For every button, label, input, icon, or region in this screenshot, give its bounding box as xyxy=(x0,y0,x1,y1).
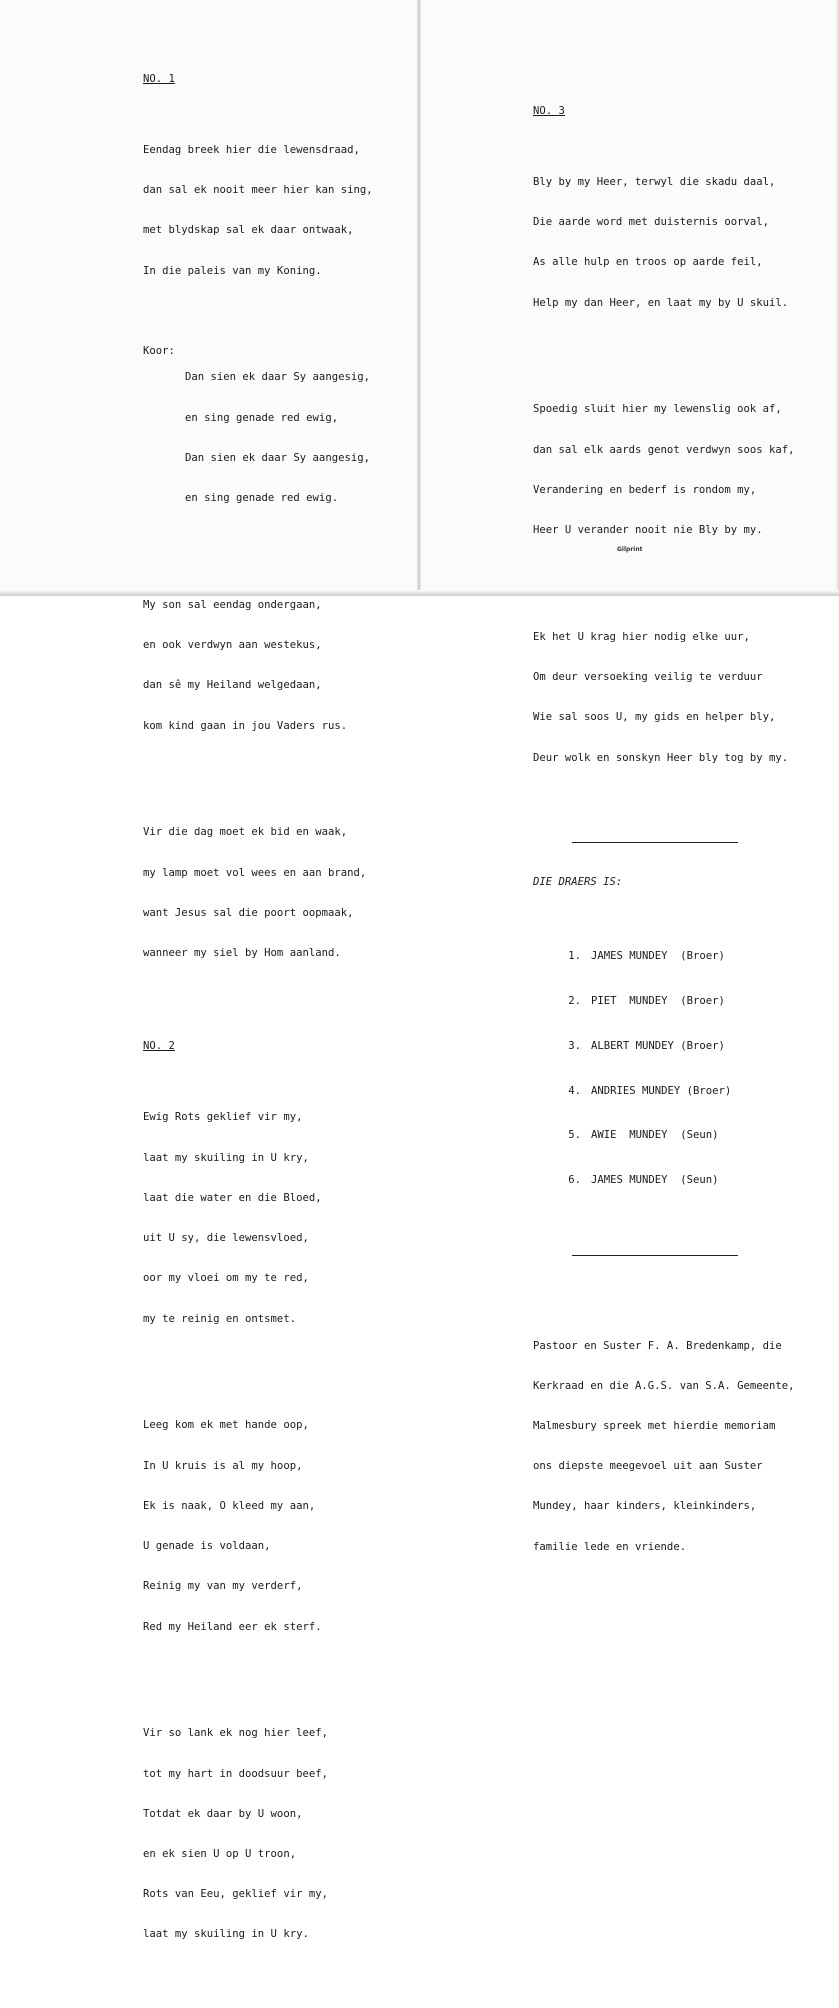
chorus-label: Koor: xyxy=(143,344,175,357)
bearer-name: JAMES MUNDEY (Broer) xyxy=(591,950,725,963)
memorial-line: familie lede en vriende. xyxy=(533,1540,687,1553)
lyric-line: Totdat ek daar by U woon, xyxy=(143,1807,303,1820)
memorial-line: Malmesbury spreek met hierdie memoriam xyxy=(533,1419,776,1432)
chorus-lines xyxy=(185,345,405,533)
lyric-line: en sing genade red ewig, xyxy=(185,411,339,424)
list-item xyxy=(533,993,825,1011)
lyric-line: Ek het U krag hier nodig elke uur, xyxy=(533,630,750,643)
song-2-stanza-1 xyxy=(143,1085,405,1353)
lyric-line: en sing genade red ewig. xyxy=(185,492,339,504)
lyric-line: laat die water en die Bloed, xyxy=(143,1191,322,1204)
lyric-line: Spoedig sluit hier my lewenslig ook af, xyxy=(533,403,782,416)
right-page-text xyxy=(533,78,825,1608)
memorial-line: Mundey, haar kinders, kleinkinders, xyxy=(533,1500,757,1513)
bearer-name: AWIE MUNDEY (Seun) xyxy=(591,1129,719,1142)
lyric-line: en ook verdwyn aan westekus, xyxy=(143,639,322,652)
lyric-line: dan sê my Heiland welgedaan, xyxy=(143,679,322,692)
lyric-line: kom kind gaan in jou Vaders rus. xyxy=(143,719,348,732)
page-fold xyxy=(417,0,421,596)
lyric-line: Heer U verander nooit nie Bly by my. xyxy=(533,524,763,536)
lyric-line: en ek sien U op U troon, xyxy=(143,1848,297,1860)
bearer-number: 5. xyxy=(568,1129,581,1142)
lyric-line: laat my skuiling in U kry, xyxy=(143,1151,309,1164)
lyric-line: dan sal elk aards genot verdwyn soos kaf, xyxy=(533,443,795,456)
song-3-stanza-3 xyxy=(533,604,825,792)
song-3-stanza-2 xyxy=(533,377,825,565)
memorial-line: Pastoor en Suster F. A. Bredenkamp, die xyxy=(533,1339,782,1352)
song-1-stanza-3 xyxy=(143,800,405,988)
lyric-line: Dan sien ek daar Sy aangesig, xyxy=(185,451,370,464)
lyric-line: Die aarde word met duisternis oorval, xyxy=(533,216,769,229)
song-1-stanza-1 xyxy=(143,117,405,305)
bearer-number: 3. xyxy=(568,1039,581,1052)
bearer-name: JAMES MUNDEY (Seun) xyxy=(591,1174,719,1187)
lyric-line: Verandering en bederf is rondom my, xyxy=(533,483,757,496)
list-item xyxy=(533,1037,825,1055)
bearer-number: 1. xyxy=(568,950,581,963)
paper-edge-right xyxy=(835,0,839,596)
lyric-line: Rots van Eeu, geklief vir my, xyxy=(143,1888,328,1901)
lyric-line: As alle hulp en troos op aarde feil, xyxy=(533,256,763,269)
lyric-line: dan sal ek nooit meer hier kan sing, xyxy=(143,184,373,197)
memorial-line: Kerkraad en die A.G.S. van S.A. Gemeente, xyxy=(533,1379,795,1392)
song-3-heading: NO. 3 xyxy=(533,104,565,117)
lyric-line: Om deur versoeking veilig te verduur xyxy=(533,671,763,684)
lyric-line: uit U sy, die lewensvloed, xyxy=(143,1232,309,1245)
bearer-number: 2. xyxy=(568,994,581,1007)
lyric-line: Vir die dag moet ek bid en waak, xyxy=(143,826,348,839)
lyric-line: Dan sien ek daar Sy aangesig, xyxy=(185,371,370,384)
bearers-heading: DIE DRAERS IS: xyxy=(533,875,623,888)
lyric-line: my te reinig en ontsmet. xyxy=(143,1312,297,1325)
lyric-line: wanneer my siel by Hom aanland. xyxy=(143,947,341,959)
lyric-line: Ek is naak, O kleed my aan, xyxy=(143,1499,316,1512)
lyric-line: Wie sal soos U, my gids en helper bly, xyxy=(533,711,776,724)
song-1-chorus xyxy=(143,345,405,533)
lyric-line: my lamp moet vol wees en aan brand, xyxy=(143,866,367,879)
lyric-line: Ewig Rots geklief vir my, xyxy=(143,1111,303,1124)
bearers-list xyxy=(533,921,825,1217)
lyric-line: laat my skuiling in U kry. xyxy=(143,1928,309,1941)
song-1-stanza-2 xyxy=(143,572,405,760)
list-item xyxy=(533,1172,825,1190)
lyric-line: met blydskap sal ek daar ontwaak, xyxy=(143,224,354,237)
lyric-line: want Jesus sal die poort oopmaak, xyxy=(143,906,354,919)
lyric-line: In die paleis van my Koning. xyxy=(143,264,322,277)
memorial-line: ons diepste meegevoel uit aan Suster xyxy=(533,1460,763,1473)
lyric-line: Reinig my van my verderf, xyxy=(143,1580,303,1593)
song-2-heading: NO. 2 xyxy=(143,1040,175,1053)
song-1-heading: NO. 1 xyxy=(143,72,175,85)
list-item xyxy=(533,1127,825,1145)
lyric-line: Vir so lank ek nog hier leef, xyxy=(143,1727,328,1740)
list-item xyxy=(533,948,825,966)
lyric-line: Eendag breek hier die lewensdraad, xyxy=(143,143,360,156)
song-2-stanza-2 xyxy=(143,1393,405,1661)
lyric-line: U genade is voldaan, xyxy=(143,1540,271,1553)
bearer-number: 4. xyxy=(568,1084,581,1097)
bearer-number: 6. xyxy=(568,1174,581,1187)
printer-mark: Gilprint xyxy=(617,546,643,553)
bearer-name: ALBERT MUNDEY (Broer) xyxy=(591,1039,725,1052)
divider xyxy=(572,842,738,843)
list-item xyxy=(533,1082,825,1100)
lyric-line: Red my Heiland eer ek sterf. xyxy=(143,1620,322,1633)
lyric-line: Leeg kom ek met hande oop, xyxy=(143,1419,309,1432)
lyric-line: In U kruis is al my hoop, xyxy=(143,1459,303,1472)
left-page-text xyxy=(143,46,405,2008)
lyric-line: Bly by my Heer, terwyl die skadu daal, xyxy=(533,175,776,188)
divider xyxy=(572,1255,738,1256)
lyric-line: My son sal eendag ondergaan, xyxy=(143,598,322,611)
memorial-message xyxy=(533,1313,825,1581)
lyric-line: tot my hart in doodsuur beef, xyxy=(143,1767,328,1780)
song-3-stanza-1 xyxy=(533,149,825,337)
lyric-line: Help my dan Heer, en laat my by U skuil. xyxy=(533,296,789,309)
song-2-stanza-3 xyxy=(143,1701,405,1969)
bearer-name: ANDRIES MUNDEY (Broer) xyxy=(591,1084,732,1097)
lyric-line: oor my vloei om my te red, xyxy=(143,1272,309,1285)
bearer-name: PIET MUNDEY (Broer) xyxy=(591,994,725,1007)
lyric-line: Deur wolk en sonskyn Heer bly tog by my. xyxy=(533,751,789,764)
